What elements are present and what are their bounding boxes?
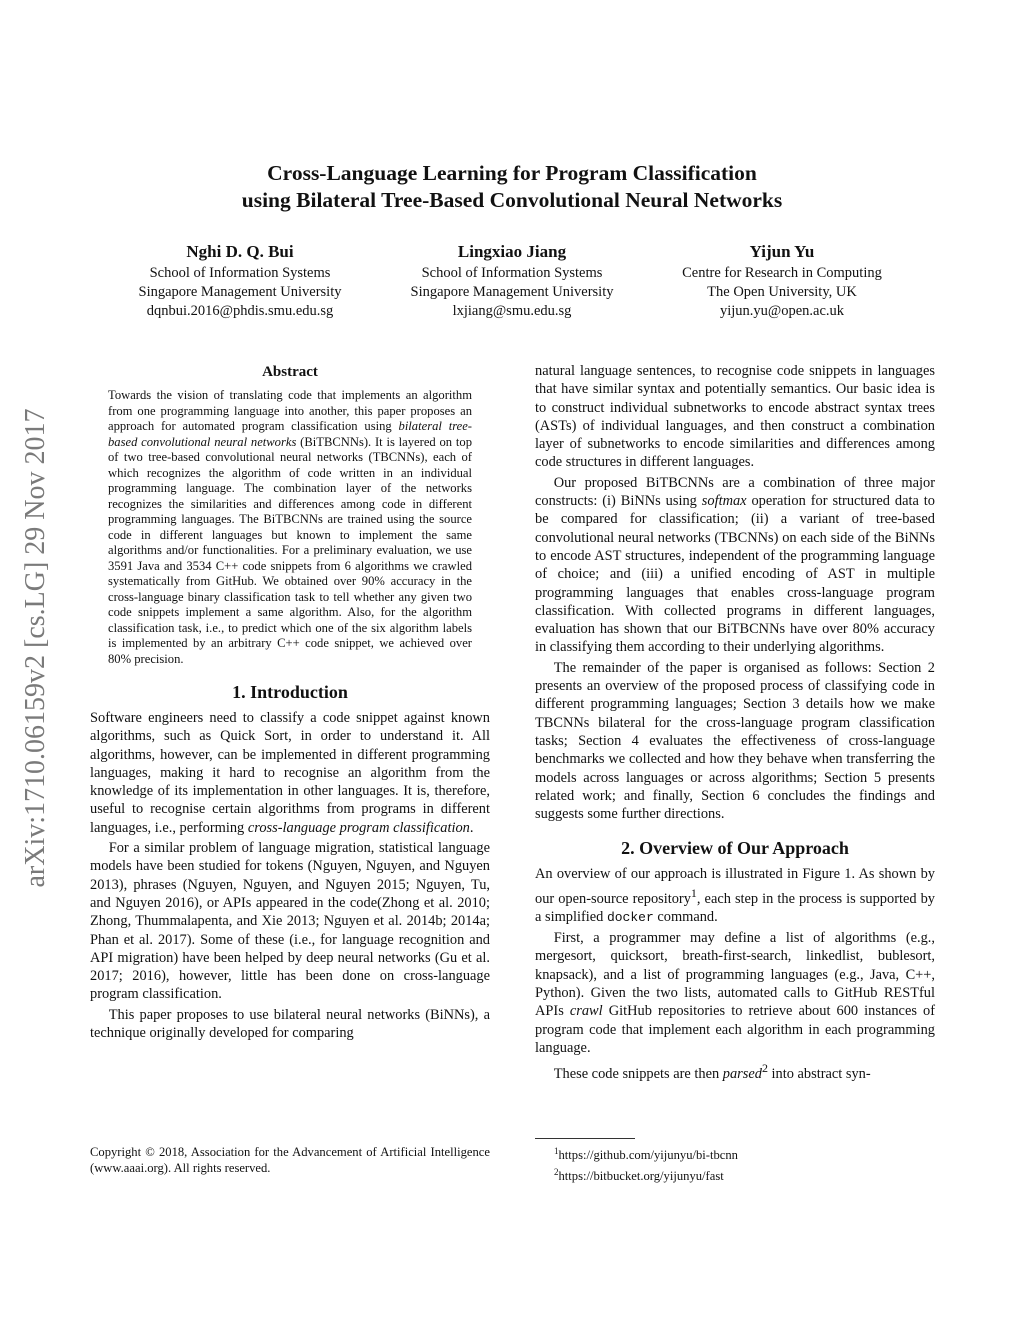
author-affiliation: Centre for Research in Computing (682, 265, 882, 281)
author-block (362, 240, 662, 321)
author-name: Nghi D. Q. Bui (186, 242, 294, 261)
author-name: Lingxiao Jiang (457, 242, 567, 261)
footnotes (554, 1143, 738, 1185)
author-affiliation: School of Information Systems (421, 265, 603, 281)
left-column (90, 362, 490, 1042)
paragraph: These code snippets are then parsed$^2$ into abstract syn- (553, 1061, 871, 1082)
abstract-heading: Abstract (262, 364, 318, 380)
author-name: Yijun Yu (749, 242, 815, 261)
footnote[interactable]: $^2$https://bitbucket.org/yijunyu/fast (554, 1167, 724, 1184)
author-affiliation: School of Information Systems (149, 265, 331, 281)
paragraph: natural language sentences, to recognise code snippets in languages that have similar syntax and potentially semantics. Our basic idea is to construct individual subnetworks to encode abstract syntax trees (ASTs) of individual languages, and then construct a combination layer of subnetworks to encode similarities and differences among code structures in different languages. (535, 363, 935, 471)
footnote-mark: 2 (761, 1061, 768, 1076)
paragraph: Our proposed BiTBCNNs are a combination of three major constructs: (i) BiNNs using softmax operation for structured data to be compared for classification; (ii) a variant of tree-based convolutional neural networks (TBCNNs) on each side of the BiNNs to encode AST structures, independent of the programming language of choice; and (iii) a unified encoding of AST in multiple programming languages that enables cross-language program classification. With collected programs in different languages, evaluation has shown that our BiTBCNNs have over 80% accuracy in classifying them according to their underlying algorithms. (535, 474, 935, 656)
author-affiliation: The Open University, UK (707, 284, 857, 300)
paragraph: Software engineers need to classify a code snippet against known algorithms, such as Quick Sort, in order to understand it. All algorithms, however, can be implemented in different programming languages, making it hard to recognise an algorithm from the knowledge of its implementation in other languages. It is, therefore, useful to recognise certain algorithms from programs in different languages, i.e., performing cross-language program classification. (90, 710, 490, 836)
footnote-mark: 1 (690, 885, 697, 900)
title-line-2: using Bilateral Tree-Based Convolutional Neural Networks (241, 188, 783, 212)
copyright-notice: Copyright © 2018, Association for the Advancement of Artificial Intelligence (www.aaai.org). All rights reserved. (90, 1145, 490, 1175)
paragraph: First, a programmer may define a list of algorithms (e.g., mergesort, quicksort, breath-first-search, linkedlist, bublesort, knapsack), and a list of programming languages (e.g., Java, C++, Python). Given the two lists, automated calls to GitHub RESTful APIs crawl GitHub repositories to retrieve about 600 instances of program code that implement each algorithm in each programming language. (535, 930, 935, 1056)
abstract-text: Towards the vision of translating code that implements an algorithm from one programming language into another, this paper proposes an approach for automated program classification using bilateral tree-based convolutional neural networks (BiTBCNNs). It is layered on top of two tree-based convolutional neural networks (TBCNNs), each of which recognizes the algorithm of code written in an individual programming language. The combination layer of the networks recognizes the similarities and differences among code in different programming languages. The BiTBCNNs are trained using the source code in different languages but known to implement the same algorithms and/or functionalities. For a preliminary evaluation, we use 3591 Java and 3534 C++ code snippets from 6 algorithms we crawled systematically from GitHub. We obtained over 90% accuracy in the cross-language binary classification task to tell whether any given two code snippets implement a same algorithm. Also, for the algorithm classification task, i.e., to predict which one of the six algorithm labels is implemented by an arbitrary C++ code snippet, we achieved over 80% precision. (108, 388, 473, 666)
author-block (632, 240, 932, 321)
paragraph: For a similar problem of language migration, statistical language models have been studied for tokens (Nguyen, Nguyen, and Nguyen 2013), phrases (Nguyen, Nguyen, and Nguyen 2015; Nguyen, Tu, and Nguyen 2016), or APIs appeared in the code(Zhong et al. 2010; Zhong, Thummalapenta, and Xie 2013; Nguyen et al. 2014b; 2014a; Phan et al. 2017). Some of these (i.e., for language recognition and API migration) have been helped by deep neural networks (Gu et al. 2017; 2016), however, little has been done on cross-language program classification. (90, 840, 490, 1003)
paper-title (0, 160, 1024, 214)
inline-code: docker (606, 909, 654, 925)
title-line-1: Cross-Language Learning for Program Classification (267, 161, 757, 185)
paragraph: The remainder of the paper is organised as follows: Section 2 presents an overview of the proposed process of classifying code in different programming languages; Section 3 details how we make TBCNNs bilateral for the cross-language program classification tasks; Section 4 evaluates the effectiveness of cross-language benchmarks we collected and how they behave when transferring the models across languages or across algorithms; Section 5 presents related work; and finally, Section 6 concludes the findings and suggests some further directions. (535, 659, 935, 823)
paragraph: This paper proposes to use bilateral neural networks (BiNNs), a technique originally developed for comparing (90, 1006, 490, 1042)
section-heading-introduction: 1. Introduction (232, 682, 348, 702)
footnote-divider (535, 1138, 635, 1139)
author-email: yijun.yu@open.ac.uk (719, 303, 845, 319)
author-block (90, 240, 390, 321)
footnote[interactable]: $^1$https://github.com/yijunyu/bi-tbcnn (554, 1146, 738, 1163)
author-email: lxjiang@smu.edu.sg (452, 303, 572, 319)
arxiv-identifier: arXiv:1710.06159v2 [cs.LG] 29 Nov 2017 (20, 408, 51, 888)
author-affiliation: Singapore Management University (410, 284, 614, 300)
paragraph: An overview of our approach is illustrated in Figure 1. As shown by our open-source repository$^1$, each step in the process is supported by a simplified docker command. (535, 866, 935, 925)
author-affiliation: Singapore Management University (138, 284, 342, 300)
author-email: dqnbui.2016@phdis.smu.edu.sg (146, 303, 334, 319)
section-heading-overview: 2. Overview of Our Approach (621, 838, 849, 859)
right-column (535, 362, 935, 1083)
